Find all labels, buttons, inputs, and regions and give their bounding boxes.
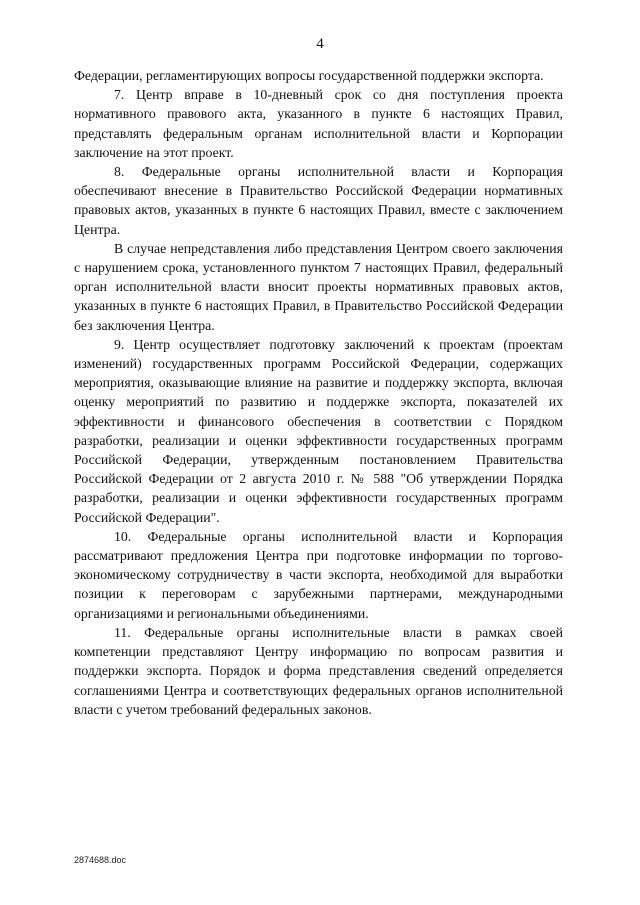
page-number: 4	[316, 36, 324, 52]
paragraph-item-11: 11. Федеральные органы исполнительные власти в рамках своей компетенции представляют Центру информацию по вопросам развития и поддержки экспорта. Порядок и форма представления сведений определяется соглашениями Центра и соответствующих федеральных органов исполнительной власти с учетом требований федеральных законов.	[74, 624, 563, 717]
paragraph-item-8: 8. Федеральные органы исполнительной власти и Корпорация обеспечивают внесение в Правительство Российской Федерации нормативных правовых актов, указанных в пункте 6 настоящих Правил, вместе с заключением Центра.	[74, 164, 563, 237]
paragraph-item-7: 7. Центр вправе в 10-дневный срок со дня поступления проекта нормативного правового акта, указанного в пункте 6 настоящих Правил, представлять федеральным органам исполнительной власти и Корпорации заключение на этот проект.	[74, 87, 563, 160]
paragraph-item-8-note: В случае непредставления либо представления Центром своего заключения с нарушением срока, установленного пунктом 7 настоящих Правил, федеральный орган исполнительной власти вносит проекты нормативных правовых актов, указанных в пункте 6 настоящих Правил, в Правительство Российской Федерации без заключения Центра.	[74, 240, 563, 333]
paragraph-item-9: 9. Центр осуществляет подготовку заключений к проектам (проектам изменений) государственных программ Российской Федерации, содержащих мероприятия, оказывающие влияние на развитие и поддержку экспорта, включая оценку мероприятий по развитию и поддержке экспорта, показателей их эффективности и финансового обеспечения в соответствии с Порядком разработки, реализации и оценки эффективности государственных программ Российской Федерации, утвержденным постановлением Правительства Российской Федерации от 2 августа 2010 г. № 588 "Об утверждении Порядка разработки, реализации и оценки эффективности государственных программ Российской Федерации".	[74, 336, 563, 525]
document-body	[74, 66, 563, 719]
paragraph-continuation: Федерации, регламентирующих вопросы государственной поддержки экспорта.	[74, 68, 544, 83]
paragraph-item-10: 10. Федеральные органы исполнительной власти и Корпорация рассматривают предложения Центра при подготовке информации по торгово-экономическому сотрудничеству в части экспорта, необходимой для выработки позиции к переговорам с зарубежными партнерами, международными организациями и региональными объединениями.	[74, 528, 563, 621]
footer-filename: 2874688.doc	[74, 855, 127, 865]
